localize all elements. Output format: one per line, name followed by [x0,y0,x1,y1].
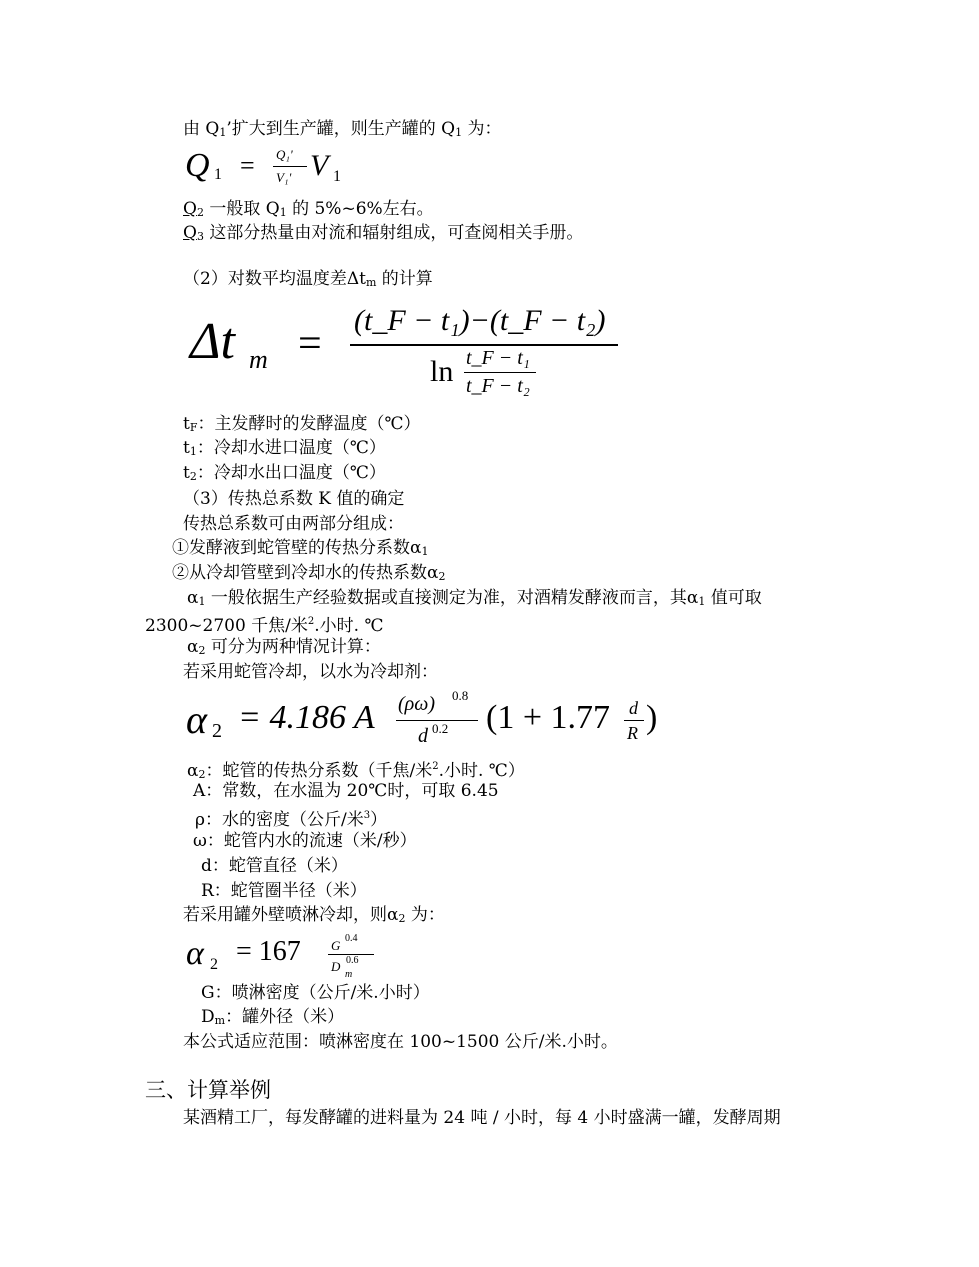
text: 一般取 Q [203,199,280,219]
scope-note: 本公式适应范围：喷淋密度在 100~1500 公斤/米.小时。 [183,1032,618,1052]
formula-subscript: m [249,345,268,374]
formula-symbol: α [186,697,207,742]
formula-subscript: 1 [214,166,222,183]
formula-denominator: D [331,959,341,974]
formula-numerator: (t_F − t₁)−(t_F − t₂) [354,304,606,337]
formula-numerator: Q₁' [276,147,293,162]
def-G: G：喷淋密度（公斤/米.小时） [201,983,430,1003]
formula-subscript: 2 [212,720,222,742]
alpha2-paragraph: α2 可分为两种情况计算： [187,637,381,657]
subscript: 1 [219,126,227,139]
def-R: R：蛇管圈半径（米） [201,881,367,901]
subscript: 1 [279,206,287,219]
formula-numerator: (ρω) [398,693,436,715]
fraction-bar [464,372,536,373]
section-heading: 三、计算举例 [145,1078,271,1102]
formula-equals: = [240,151,255,180]
formula-body: ) [646,699,658,736]
k-item-1: ①发酵液到蛇管壁的传热分系数α1 [172,538,429,558]
def-Dm: Dm：罐外径（米） [201,1007,345,1027]
alpha1-paragraph-cont: 2300~2700 千焦/米$^2$.小时. ℃ [145,616,384,636]
formula-subscript: m [345,969,353,980]
k-intro: 传热总系数可由两部分组成： [183,514,404,534]
formula-symbol: V [310,149,329,182]
formula-denominator: R [627,723,638,743]
section3-title: （3）传热总系数 K 值的确定 [183,489,405,509]
formula-exponent: 0.2 [432,721,449,736]
formula-subscript: 1 [333,168,341,185]
formula-ln-numerator: t_F − t₁ [466,347,530,369]
text: 为： [462,119,502,139]
formula-body: = 4.186 A [238,699,375,736]
q3-line [183,222,583,248]
example-paragraph: 某酒精工厂，每发酵罐的进料量为 24 吨 / 小时，每 4 小时盛满一罐，发酵周期 [183,1108,781,1128]
formula-ln-denominator: t_F − t₂ [466,375,530,397]
formula-numerator: d [629,698,638,718]
q2-label: Q2 [183,199,204,219]
fraction-bar [624,720,644,721]
formula-body: (1 + 1.77 [486,699,610,736]
formula-equals: = [298,321,322,367]
q2-line [183,198,434,224]
q3-label: Q3 [183,223,204,243]
intro-q1-line [183,118,502,144]
coil-intro: 若采用蛇管冷却，以水为冷却剂： [183,662,438,682]
spray-intro: 若采用罐外壁喷淋冷却，则α2 为： [183,905,445,925]
formula-subscript: 2 [210,956,218,973]
def-d: d：蛇管直径（米） [201,856,348,876]
fraction-bar [350,344,618,346]
def-t2: t2：冷却水出口温度（℃） [183,463,386,483]
formula-symbol: α [186,935,204,972]
formula-denominator: d [418,725,428,747]
formula-exponent: 0.8 [452,688,469,703]
def-A: A：常数，在水温为 20℃时，可取 6.45 [193,781,499,801]
formula-body: = 167 [236,936,301,967]
def-t1: t1：冷却水进口温度（℃） [183,438,386,458]
def-omega: ω：蛇管内水的流速（米/秒） [193,831,417,851]
formula-numerator: G [331,938,341,953]
alpha1-paragraph: α1 一般依据生产经验数据或直接测定为准，对酒精发酵液而言，其α1 值可取 [187,588,762,608]
def-tf: tF：主发酵时的发酵温度（℃） [183,414,421,434]
text: ’扩大到生产罐，则生产罐的 Q [226,119,456,139]
def-rho: ρ：水的密度（公斤/米$^3$） [195,810,388,830]
k-item-2: ②从冷却管壁到冷却水的传热系数α2 [172,563,446,583]
formula-symbol: Q [185,147,210,184]
text: 的 5%~6%左右。 [286,199,434,219]
def-alpha2: α2：蛇管的传热分系数（千焦/米$^2$.小时. ℃） [187,761,525,781]
formula-ln: ln [430,355,454,388]
section2-title: （2）对数平均温度差Δtm 的计算 [183,269,433,289]
formula-symbol: Δt [190,313,235,370]
text: 由 Q [183,119,220,139]
formula-exponent: 0.6 [346,955,359,966]
formula-exponent: 0.4 [345,933,358,944]
text: 这部分热量由对流和辐射组成，可查阅相关手册。 [203,223,584,243]
formula-denominator: V₁' [276,170,292,185]
subscript: 1 [455,126,463,139]
